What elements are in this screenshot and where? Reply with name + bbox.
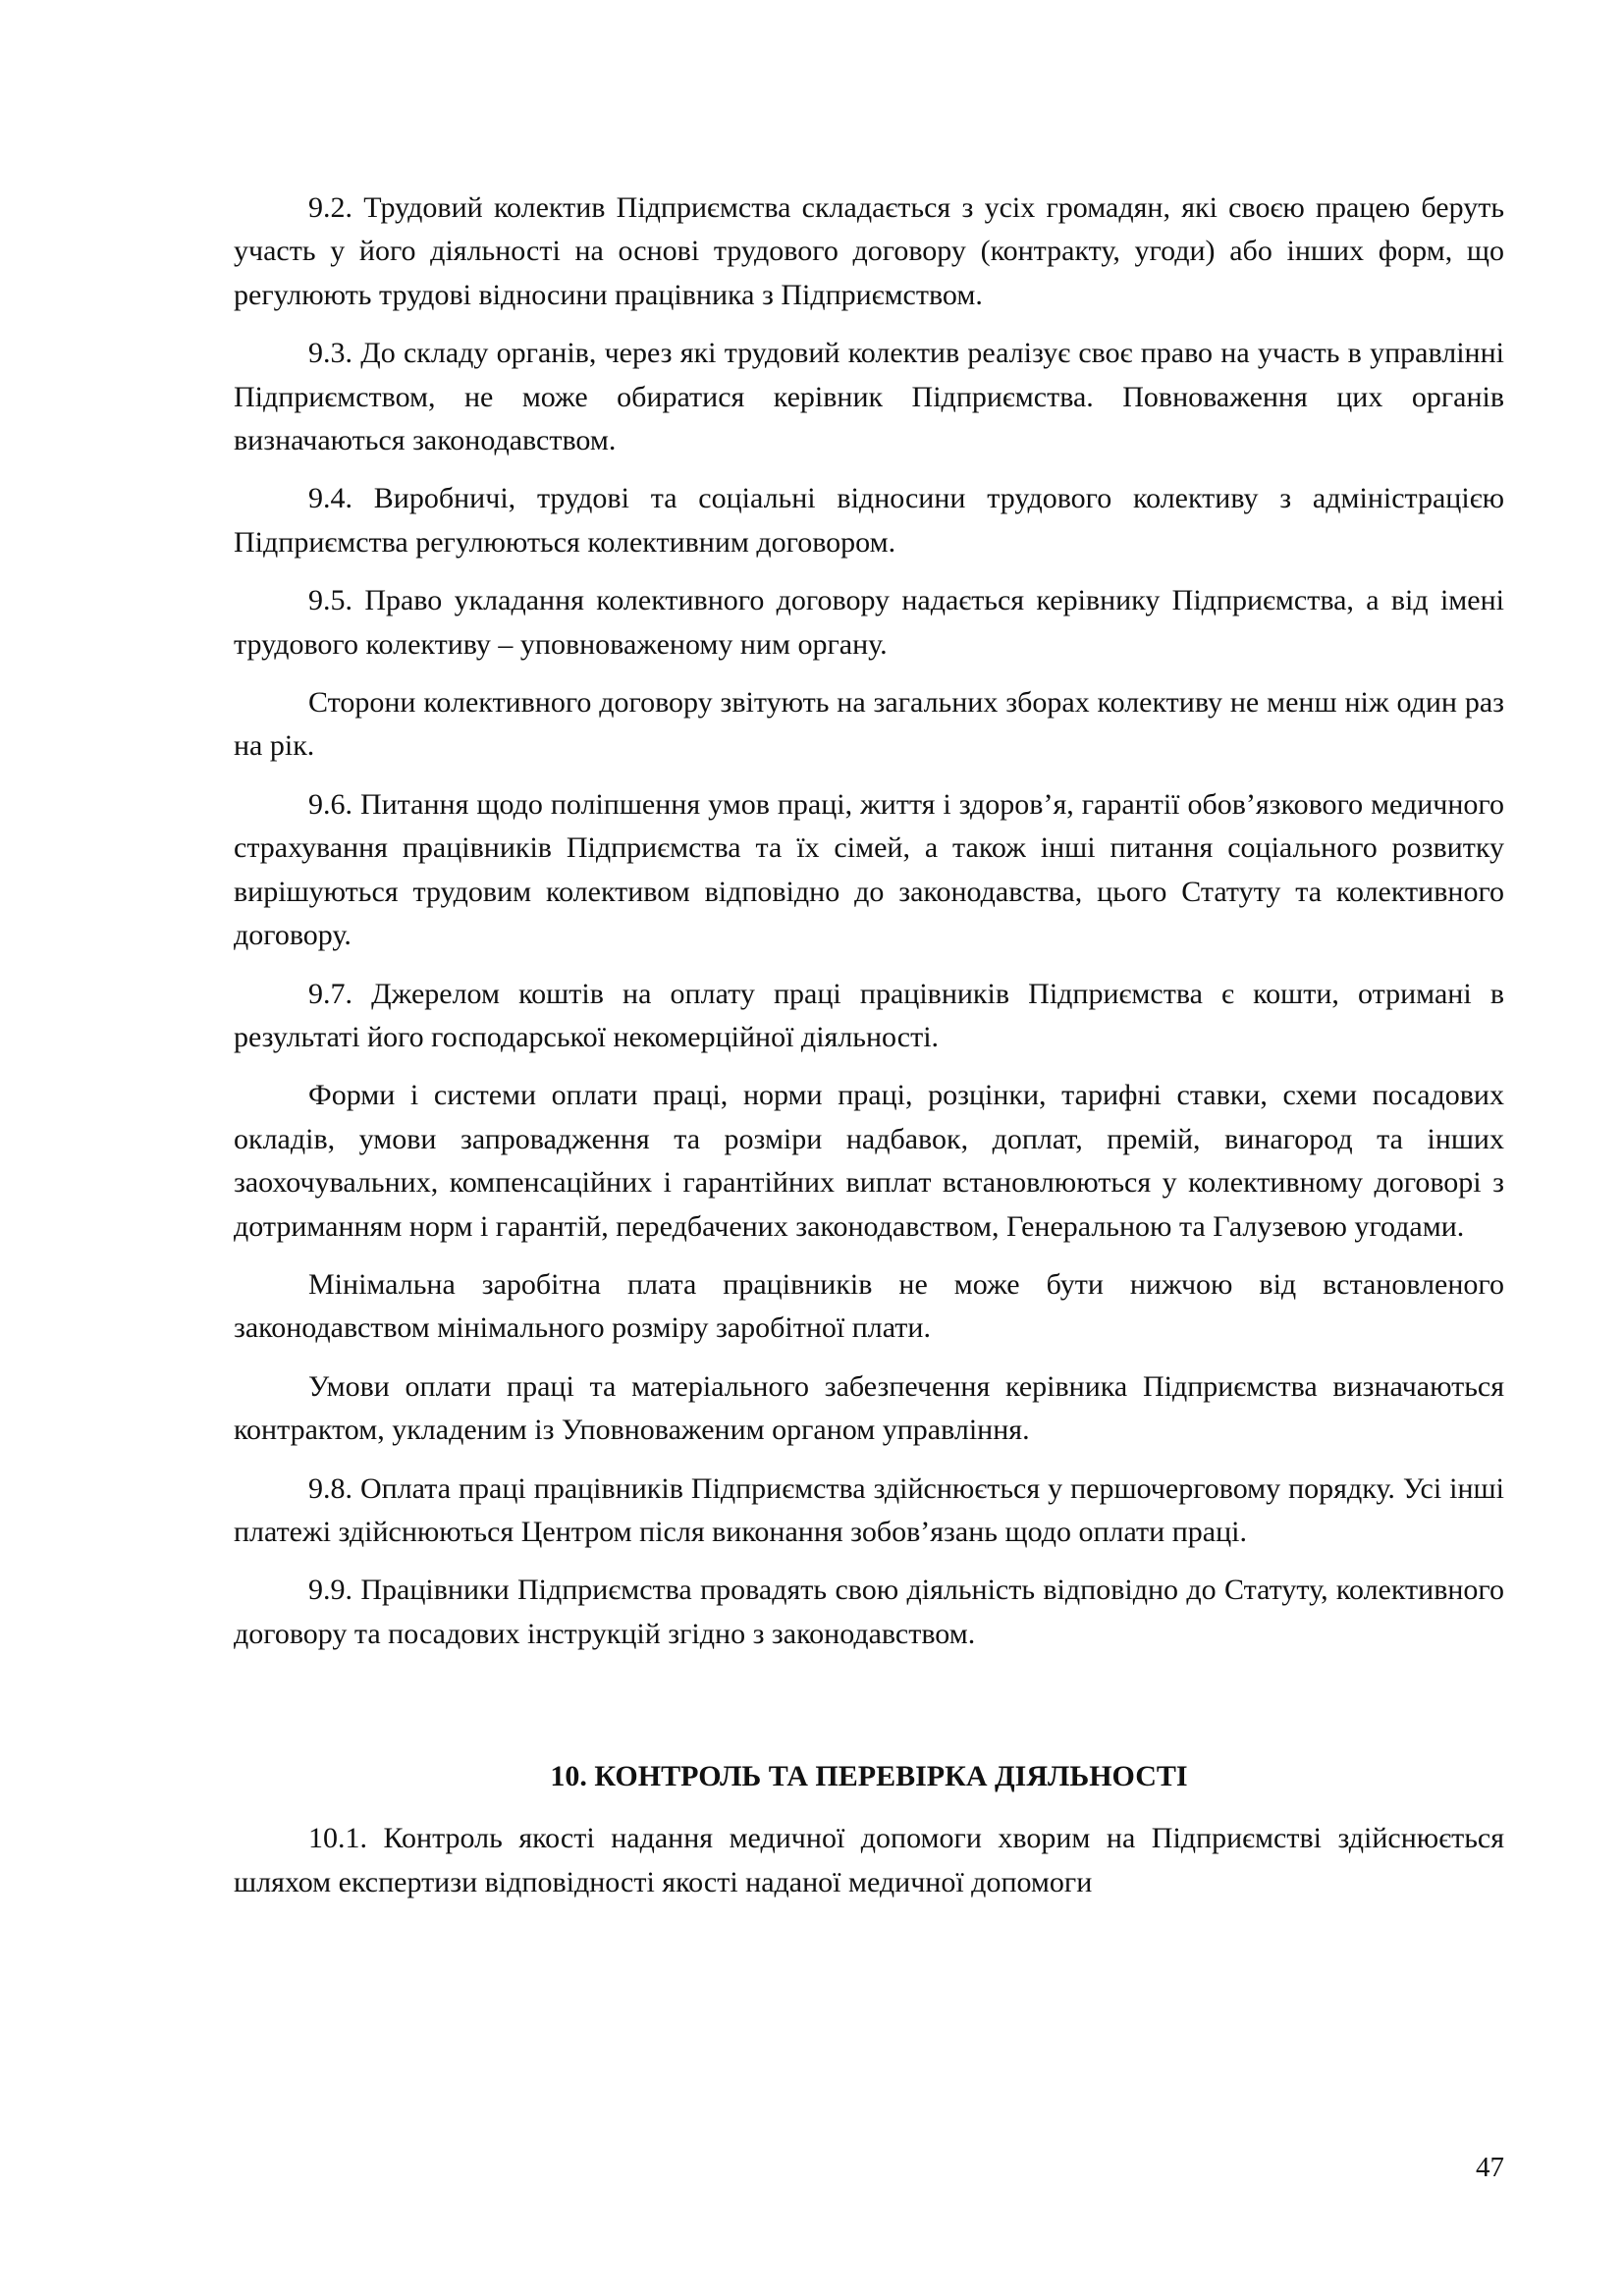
paragraph-9-5: 9.5. Право укладання колективного договору надається керівнику Підприємства, а від імені трудового колективу – уповноваженому ним органу. xyxy=(234,584,1504,661)
paragraph-9-2: 9.2. Трудовий колектив Підприємства складається з усіх громадян, які своєю працею беруть участь у його діяльності на основі трудового договору (контракту, угоди) або інших форм, що регулюють трудові відносини працівника з Підприємством. xyxy=(234,191,1504,311)
document-page xyxy=(234,187,1504,1919)
paragraph-9-6: 9.6. Питання щодо поліпшення умов праці, життя і здоров’я, гарантії обов’язкового медичного страхування працівників Підприємства та їх сімей, а також інші питання соціального розвитку вирішуються трудовим колективом відповідно до законодавства, цього Статуту та колективного договору. xyxy=(234,787,1504,952)
page-number: 47 xyxy=(1476,2152,1504,2183)
paragraph-10-1: 10.1. Контроль якості надання медичної допомоги хворим на Підприємстві здійснюється шляхом експертизи відповідності якості наданої медичної допомоги xyxy=(234,1822,1504,1898)
section-heading-10: 10. КОНТРОЛЬ ТА ПЕРЕВІРКА ДІЯЛЬНОСТІ xyxy=(550,1760,1188,1793)
paragraph-9-7: 9.7. Джерелом коштів на оплату праці працівників Підприємства є кошти, отримані в результаті його господарської некомерційної діяльності. xyxy=(234,977,1504,1053)
paragraph-9-5-reporting: Сторони колективного договору звітують на загальних зборах колективу не менш ніж один раз на рік. xyxy=(234,686,1504,763)
paragraph-9-7-minimum-wage: Мінімальна заробітна плата працівників не може бути нижчою від встановленого законодавством мінімального розміру заробітної плати. xyxy=(234,1267,1504,1345)
paragraph-9-7-pay-forms: Форми і системи оплати праці, норми праці, розцінки, тарифні ставки, схеми посадових окладів, умови запровадження та розміри надбавок, доплат, премій, винагород та інших заохочувальних, компенсаційних і гарантійних виплат встановлюються у колективному договорі з дотриманням норм і гарантій, передбачених законодавством, Генеральною та Галузевою угодами. xyxy=(234,1079,1504,1243)
paragraph-9-7-director-pay: Умови оплати праці та матеріального забезпечення керівника Підприємства визначаються контрактом, укладеним із Уповноваженим органом управління. xyxy=(234,1369,1504,1447)
paragraph-9-8: 9.8. Оплата праці працівників Підприємства здійснюється у першочерговому порядку. Усі інші платежі здійснюються Центром після виконання зобов’язань щодо оплати праці. xyxy=(234,1471,1504,1548)
paragraph-9-3: 9.3. До складу органів, через які трудовий колектив реалізує своє право на участь в управлінні Підприємством, не може обиратися керівник Підприємства. Повноваження цих органів визначаються законодавством. xyxy=(234,337,1504,457)
paragraph-9-4: 9.4. Виробничі, трудові та соціальні відносини трудового колективу з адміністрацією Підприємства регулюються колективним договором. xyxy=(234,482,1504,559)
paragraph-9-9: 9.9. Працівники Підприємства провадять свою діяльність відповідно до Статуту, колективного договору та посадових інструкцій згідно з законодавством. xyxy=(234,1574,1504,1650)
